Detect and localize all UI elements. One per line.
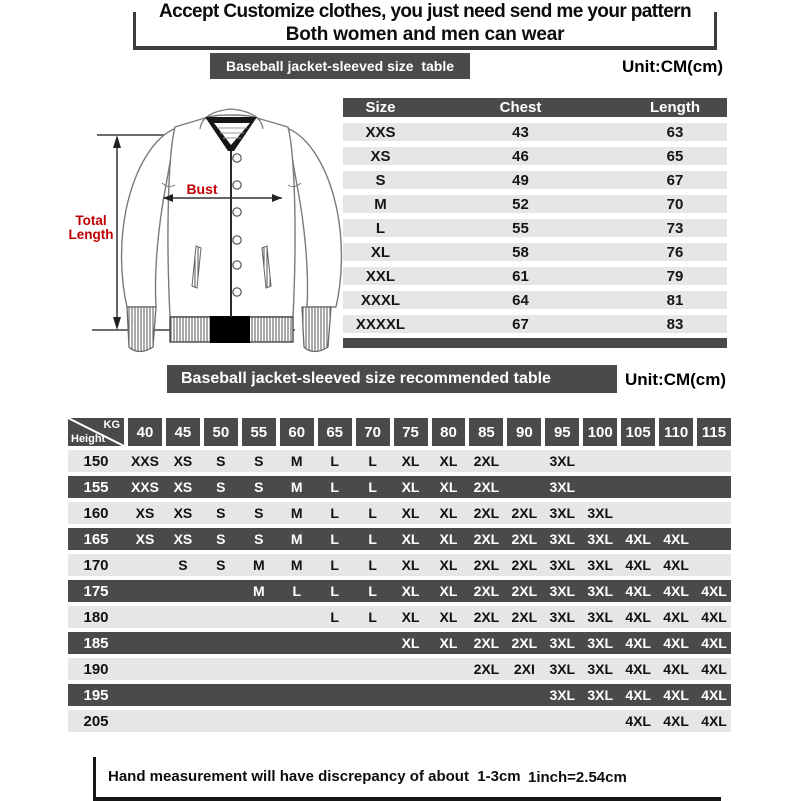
size-value-cell: 3XL [587, 635, 614, 651]
size-value-cell: M [290, 557, 303, 573]
size-value-cell: 2XI [513, 661, 535, 677]
size-table-row [343, 195, 727, 213]
size-value-cell: 3XL [549, 609, 576, 625]
size-value-cell: L [330, 609, 339, 625]
size-value-cell: 3XL [587, 687, 614, 703]
size-table-cell: M [374, 195, 387, 213]
size-value-cell: 2XL [473, 635, 500, 651]
size-value-cell: 4XL [663, 557, 689, 573]
size-value-cell: M [290, 531, 303, 547]
kg-height-corner-cell [68, 418, 124, 446]
size-value-cell: XS [135, 505, 155, 521]
size-table-column-header: Size [365, 99, 396, 116]
weight-header-cell: 115 [697, 418, 731, 446]
size-value-cell: 3XL [587, 661, 614, 677]
height-cell: 180 [83, 608, 109, 626]
size-table-body [343, 123, 727, 333]
size-value-cell: L [368, 609, 377, 625]
size-value-cell: XL [401, 635, 420, 651]
size-value-cell: 4XL [663, 661, 689, 677]
weight-header-cell: 65 [318, 418, 352, 446]
size-value-cell: 4XL [701, 583, 727, 599]
height-cell: 195 [83, 686, 109, 704]
size-value-cell: 2XL [473, 505, 500, 521]
size-value-cell: L [368, 557, 377, 573]
size-value-cell: 4XL [663, 687, 689, 703]
size-value-cell: 2XL [511, 557, 538, 573]
size-value-cell: 3XL [549, 505, 576, 521]
recommended-table-row [68, 554, 731, 576]
size-table-cell: 73 [666, 219, 684, 237]
size-value-cell: L [368, 583, 377, 599]
size-table-unit-label: Unit:CM(cm) [622, 57, 724, 76]
size-value-cell: 3XL [587, 609, 614, 625]
size-value-cell: M [252, 583, 265, 599]
size-table-cell: 65 [666, 147, 684, 165]
size-table-cell: 67 [666, 171, 684, 189]
size-value-cell: XL [439, 635, 458, 651]
size-value-cell: S [216, 505, 226, 521]
size-table-row [343, 243, 727, 261]
size-table-cell: 43 [512, 123, 529, 141]
size-value-cell: XL [439, 479, 458, 495]
measurement-note: Hand measurement will have discrepancy of about 1-3cm [108, 768, 521, 785]
size-value-cell: 4XL [701, 635, 727, 651]
right-cuff [302, 307, 331, 352]
size-table-row [343, 219, 727, 237]
size-value-cell: L [368, 453, 377, 469]
size-table-cell: L [375, 219, 386, 237]
weight-header-cell: 90 [507, 418, 541, 446]
header-note-box [133, 1, 717, 50]
recommended-table-row [68, 502, 731, 524]
height-cell: 155 [83, 478, 109, 496]
size-table-cell: 76 [666, 243, 684, 261]
recommended-table-row [68, 476, 731, 498]
size-value-cell: 2XL [511, 583, 538, 599]
recommended-table-body [68, 450, 731, 732]
total-length-label-line2: Length [68, 227, 114, 242]
size-value-cell: 4XL [663, 583, 689, 599]
size-value-cell: 3XL [587, 505, 614, 521]
size-value-cell: XL [401, 505, 420, 521]
size-value-cell: 4XL [663, 609, 689, 625]
size-value-cell: 4XL [625, 687, 651, 703]
weight-header-cell: 80 [432, 418, 466, 446]
size-value-cell: M [252, 557, 265, 573]
size-value-cell: L [368, 505, 377, 521]
size-value-cell: 2XL [511, 531, 538, 547]
size-table-cell: 61 [512, 267, 529, 285]
size-table-cell: 46 [512, 147, 529, 165]
size-table-row [343, 315, 727, 333]
size-value-cell: L [330, 479, 339, 495]
size-value-cell: 3XL [549, 479, 576, 495]
size-value-cell: 2XL [473, 479, 500, 495]
size-value-cell: 2XL [473, 583, 500, 599]
size-value-cell: 4XL [625, 531, 651, 547]
corner-height-label: Height [71, 433, 106, 445]
height-cell: 205 [83, 712, 109, 730]
size-value-cell: 2XL [473, 557, 500, 573]
recommended-table-banner: Baseball jacket-sleeved size recommended table [167, 365, 617, 393]
size-value-cell: L [330, 531, 339, 547]
header-line-1: Accept Customize clothes, you just need send me your pattern [158, 1, 691, 22]
height-cell: 165 [83, 530, 109, 548]
size-table-banner: Baseball jacket-sleeved size table [210, 53, 470, 79]
size-value-cell: 3XL [587, 583, 614, 599]
size-value-cell: XL [439, 531, 458, 547]
recommended-table-row [68, 606, 731, 628]
size-value-cell: 2XL [473, 453, 500, 469]
size-table-row [343, 123, 727, 141]
size-value-cell: XS [135, 531, 155, 547]
recommended-table-row [68, 710, 731, 732]
size-value-cell: 4XL [701, 661, 727, 677]
recommended-table-row [68, 580, 731, 602]
size-table-bottom-bar [343, 338, 727, 348]
size-table-row [343, 147, 727, 165]
size-value-cell: 2XL [511, 505, 538, 521]
height-cell: 160 [83, 504, 109, 522]
size-value-cell: 4XL [701, 609, 727, 625]
size-table-row [343, 171, 727, 189]
size-value-cell: S [254, 479, 264, 495]
size-table-cell: 79 [666, 267, 684, 285]
size-table-cell: 52 [512, 195, 529, 213]
size-value-cell: XL [401, 479, 420, 495]
size-value-cell: XL [401, 609, 420, 625]
size-value-cell: 2XL [511, 635, 538, 651]
size-value-cell: S [254, 453, 264, 469]
size-table-header [343, 98, 727, 117]
size-value-cell: 4XL [625, 713, 651, 729]
size-value-cell: XS [173, 479, 193, 495]
recommended-table-header [68, 418, 731, 446]
size-table-cell: XL [370, 243, 391, 261]
size-value-cell: XL [439, 609, 458, 625]
size-table-cell: XXS [365, 123, 396, 141]
recommended-table [68, 418, 731, 732]
recommended-table-row [68, 658, 731, 680]
size-table-cell: S [375, 171, 386, 189]
size-value-cell: XL [401, 531, 420, 547]
inch-conversion-note: 1inch=2.54cm [528, 769, 627, 786]
recommended-table-unit-label: Unit:CM(cm) [625, 370, 727, 389]
size-value-cell: XL [439, 505, 458, 521]
size-value-cell: XXS [130, 453, 159, 469]
size-value-cell: 4XL [625, 609, 651, 625]
height-cell: 170 [83, 556, 109, 574]
weight-header-cell: 95 [545, 418, 579, 446]
size-value-cell: XXS [130, 479, 159, 495]
size-table-cell: 81 [666, 291, 684, 309]
height-cell: 190 [83, 660, 109, 678]
size-value-cell: 3XL [549, 661, 576, 677]
size-value-cell: XL [439, 557, 458, 573]
size-value-cell: XS [173, 505, 193, 521]
size-value-cell: 4XL [625, 661, 651, 677]
size-table-cell: XS [370, 147, 391, 165]
size-value-cell: 3XL [549, 557, 576, 573]
bust-label: Bust [186, 181, 218, 197]
size-value-cell: L [368, 479, 377, 495]
size-table-cell: 49 [512, 171, 529, 189]
recommended-table-row [68, 528, 731, 550]
size-value-cell: L [330, 583, 339, 599]
size-value-cell: 3XL [549, 635, 576, 651]
size-value-cell: M [290, 505, 303, 521]
size-table-cell: XXXL [360, 291, 401, 309]
size-value-cell: 3XL [587, 557, 614, 573]
size-value-cell: 2XL [473, 661, 500, 677]
size-table-cell: 63 [666, 123, 684, 141]
size-value-cell: 4XL [625, 635, 651, 651]
size-table-column-header: Length [650, 99, 700, 116]
size-value-cell: L [330, 557, 339, 573]
size-value-cell: XS [173, 453, 193, 469]
size-value-cell: L [292, 583, 301, 599]
weight-header-cell: 85 [469, 418, 503, 446]
height-cell: 150 [83, 452, 109, 470]
size-value-cell: 2XL [473, 531, 500, 547]
size-table-cell: 83 [666, 315, 684, 333]
weight-header-cell: 60 [280, 418, 314, 446]
weight-header-cell: 55 [242, 418, 276, 446]
size-value-cell: 3XL [587, 531, 614, 547]
footer-note-box [93, 757, 721, 801]
height-cell: 185 [83, 634, 109, 652]
size-value-cell: S [216, 479, 226, 495]
corner-kg-label: KG [103, 419, 120, 431]
size-value-cell: XL [439, 583, 458, 599]
size-table-cell: XXXXL [355, 315, 406, 333]
size-value-cell: 4XL [625, 583, 651, 599]
size-table-row [343, 267, 727, 285]
weight-header-cell: 45 [166, 418, 200, 446]
size-table-cell: 70 [666, 195, 684, 213]
size-value-cell: L [368, 531, 377, 547]
height-cell: 175 [83, 582, 109, 600]
size-table-cell: XXL [365, 267, 396, 285]
weight-header-cell: 70 [356, 418, 390, 446]
size-value-cell: S [216, 531, 226, 547]
size-value-cell: 4XL [663, 635, 689, 651]
size-value-cell: 2XL [511, 609, 538, 625]
recommended-table-row [68, 684, 731, 706]
size-value-cell: 4XL [663, 531, 689, 547]
recommended-table-row [68, 450, 731, 472]
size-value-cell: S [178, 557, 188, 573]
size-table-cell: 64 [512, 291, 529, 309]
size-value-cell: 3XL [549, 531, 576, 547]
size-value-cell: M [290, 453, 303, 469]
size-value-cell: XL [401, 557, 420, 573]
size-value-cell: 3XL [549, 453, 576, 469]
size-value-cell: L [330, 453, 339, 469]
size-value-cell: 3XL [549, 687, 576, 703]
size-table-row [343, 291, 727, 309]
size-value-cell: 3XL [549, 583, 576, 599]
size-value-cell: L [330, 505, 339, 521]
jacket-diagram [50, 95, 350, 360]
weight-header-cell: 110 [659, 418, 693, 446]
size-value-cell: XL [401, 583, 420, 599]
weight-header-cell: 100 [583, 418, 617, 446]
size-table-cell: 55 [512, 219, 529, 237]
size-value-cell: 4XL [701, 713, 727, 729]
size-value-cell: XL [401, 453, 420, 469]
size-value-cell: 4XL [701, 687, 727, 703]
size-table-cell: 67 [512, 315, 529, 333]
total-length-label-line1: Total [75, 213, 107, 228]
size-value-cell: XL [439, 453, 458, 469]
size-table-cell: 58 [512, 243, 529, 261]
weight-header-cell: 40 [128, 418, 162, 446]
size-value-cell: 4XL [663, 713, 689, 729]
left-cuff [127, 307, 156, 352]
header-line-2: Both women and men can wear [285, 24, 565, 45]
size-value-cell: S [254, 531, 264, 547]
size-value-cell: M [290, 479, 303, 495]
hem-band [170, 316, 293, 343]
weight-header-cell: 75 [394, 418, 428, 446]
size-value-cell: XS [173, 531, 193, 547]
size-value-cell: S [254, 505, 264, 521]
weight-header-cell: 50 [204, 418, 238, 446]
size-value-cell: S [216, 453, 226, 469]
size-value-cell: S [216, 557, 226, 573]
weight-header-cell: 105 [621, 418, 655, 446]
size-table-column-header: Chest [499, 99, 542, 116]
size-value-cell: 2XL [473, 609, 500, 625]
size-table [343, 98, 727, 348]
size-value-cell: 4XL [625, 557, 651, 573]
recommended-table-row [68, 632, 731, 654]
